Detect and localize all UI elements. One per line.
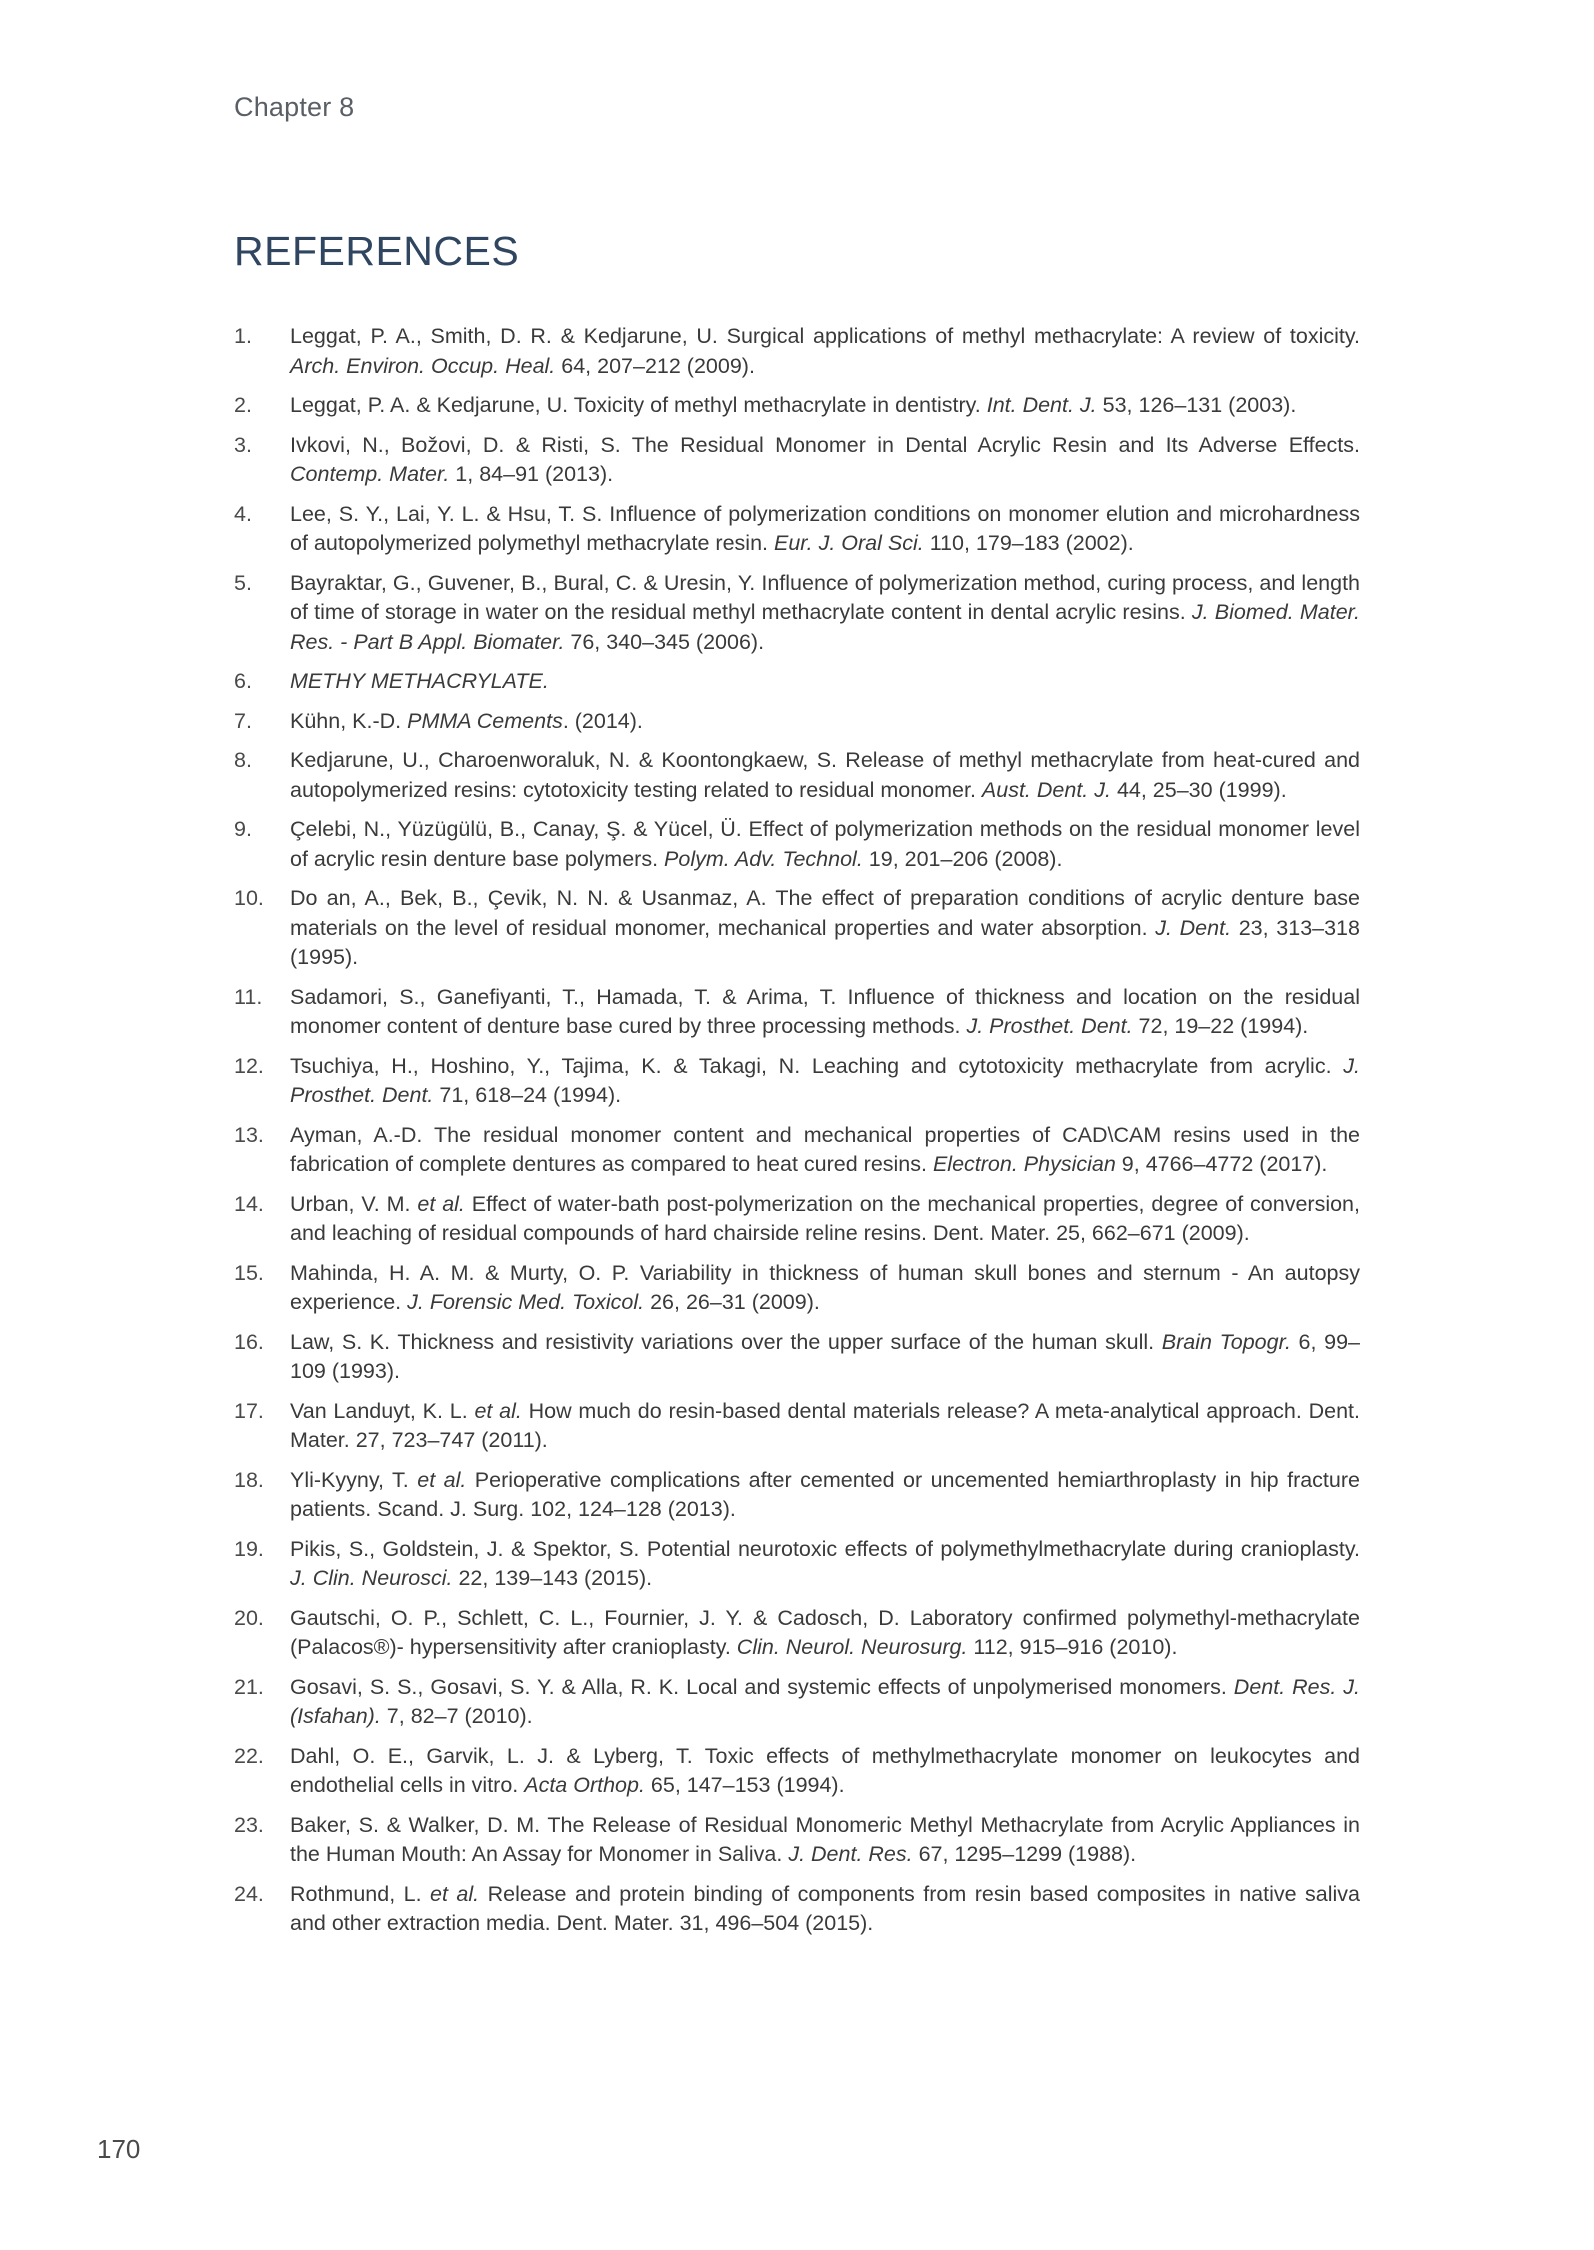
reference-item bbox=[234, 1604, 1360, 1663]
reference-item bbox=[234, 1742, 1360, 1801]
reference-text bbox=[290, 1397, 1360, 1456]
reference-details: 71, 618–24 (1994). bbox=[433, 1083, 622, 1107]
reference-journal: J. Prosthet. Dent. bbox=[966, 1014, 1133, 1038]
reference-authors-title: Law, S. K. Thickness and resistivity variations over the upper surface of the human skull. bbox=[290, 1329, 1162, 1354]
reference-item bbox=[234, 1466, 1360, 1525]
reference-authors-title: Ayman, A.-D. The residual monomer content and mechanical properties of CAD\CAM resins used in the fabrication of complete dentures as compared to heat cured resins. bbox=[290, 1122, 1360, 1176]
reference-journal: Dent. Res. J. (Isfahan). bbox=[290, 1674, 1361, 1728]
reference-number: 14. bbox=[234, 1191, 264, 1216]
reference-details: 22, 139–143 (2015). bbox=[452, 1566, 653, 1590]
reference-journal: et al. bbox=[417, 1467, 467, 1492]
reference-text bbox=[290, 983, 1360, 1042]
reference-details: 9, 4766–4772 (2017). bbox=[1115, 1152, 1328, 1176]
reference-details: 7, 82–7 (2010). bbox=[380, 1704, 533, 1728]
reference-authors-title: Dahl, O. E., Garvik, L. J. & Lyberg, T. Toxic effects of methylmethacrylate monomer on leukocytes and endothelial cells in vitro. bbox=[290, 1743, 1360, 1797]
reference-journal: J. Forensic Med. Toxicol. bbox=[407, 1290, 645, 1314]
reference-authors-title: Leggat, P. A., Smith, D. R. & Kedjarune, U. Surgical applications of methyl methacrylate: A review of toxicity. bbox=[290, 324, 1360, 348]
reference-details: 65, 147–153 (1994). bbox=[644, 1773, 845, 1797]
reference-number: 13. bbox=[234, 1122, 264, 1147]
reference-item bbox=[234, 884, 1360, 973]
reference-item bbox=[234, 983, 1360, 1042]
reference-item bbox=[234, 1190, 1360, 1249]
reference-text bbox=[290, 569, 1360, 658]
reference-number: 12. bbox=[234, 1053, 264, 1078]
reference-number: 1. bbox=[234, 324, 252, 348]
reference-number: 6. bbox=[234, 669, 252, 693]
reference-number: 8. bbox=[234, 748, 252, 772]
reference-details: 72, 19–22 (1994). bbox=[1132, 1014, 1309, 1038]
reference-journal: Polym. Adv. Technol. bbox=[664, 846, 863, 871]
reference-details: 110, 179–183 (2002). bbox=[923, 531, 1134, 555]
reference-text bbox=[290, 1604, 1360, 1663]
reference-text bbox=[290, 1190, 1360, 1249]
reference-journal: et al. bbox=[474, 1398, 522, 1423]
reference-authors-title: Lee, S. Y., Lai, Y. L. & Hsu, T. S. Influence of polymerization conditions on monomer elution and microhardness of autopolymerized polymethyl methacrylate resin. bbox=[290, 501, 1360, 555]
reference-authors-title: Gosavi, S. S., Gosavi, S. Y. & Alla, R. K. Local and systemic effects of unpolymerised monomers. bbox=[290, 1674, 1234, 1699]
reference-journal: et al. bbox=[430, 1881, 480, 1906]
reference-number: 5. bbox=[234, 570, 252, 595]
reference-text bbox=[290, 667, 1360, 697]
reference-text bbox=[290, 1535, 1360, 1594]
reference-authors-title: Rothmund, L. bbox=[290, 1881, 431, 1906]
reference-details: 19, 201–206 (2008). bbox=[862, 846, 1063, 871]
reference-item bbox=[234, 1121, 1360, 1180]
reference-journal: Arch. Environ. Occup. Heal. bbox=[290, 353, 556, 378]
reference-number: 21. bbox=[234, 1674, 264, 1699]
reference-journal: Brain Topogr. bbox=[1161, 1329, 1291, 1354]
reference-details: 67, 1295–1299 (1988). bbox=[912, 1842, 1137, 1866]
reference-text bbox=[290, 500, 1360, 559]
reference-number: 7. bbox=[234, 708, 252, 733]
reference-authors-title: Leggat, P. A. & Kedjarune, U. Toxicity of methyl methacrylate in dentistry. bbox=[290, 393, 987, 417]
reference-item bbox=[234, 1811, 1360, 1870]
reference-journal: J. Clin. Neurosci. bbox=[290, 1566, 453, 1590]
reference-item bbox=[234, 1535, 1360, 1594]
reference-details: 112, 915–916 (2010). bbox=[967, 1635, 1178, 1659]
reference-details: 6, 99–109 (1993). bbox=[290, 1329, 1360, 1383]
reference-text bbox=[290, 322, 1360, 381]
reference-journal: METHY METHACRYLATE. bbox=[290, 669, 549, 693]
reference-item bbox=[234, 1052, 1360, 1111]
reference-number: 15. bbox=[234, 1260, 264, 1285]
reference-number: 22. bbox=[234, 1743, 264, 1768]
reference-text bbox=[290, 884, 1360, 973]
reference-authors-title: Kedjarune, U., Charoenworaluk, N. & Koontongkaew, S. Release of methyl methacrylate from heat-cured and autopolymerized resins: cytotoxicity testing related to residual monomer. bbox=[290, 748, 1360, 802]
reference-journal: Contemp. Mater. bbox=[290, 462, 450, 486]
reference-item bbox=[234, 431, 1360, 490]
reference-authors-title: Yli-Kyyny, T. bbox=[290, 1467, 418, 1492]
reference-number: 23. bbox=[234, 1812, 264, 1837]
reference-details: 1, 84–91 (2013). bbox=[449, 462, 614, 486]
reference-authors-title: Çelebi, N., Yüzügülü, B., Canay, Ş. & Yücel, Ü. Effect of polymerization methods on the residual monomer level of acrylic resin denture base polymers. bbox=[290, 817, 1360, 871]
reference-number: 9. bbox=[234, 817, 252, 841]
page-number: 170 bbox=[97, 2134, 141, 2164]
reference-journal: J. Biomed. Mater. Res. - Part B Appl. Biomater. bbox=[290, 600, 1360, 654]
reference-authors-title: Do an, A., Bek, B., Çevik, N. N. & Usanmaz, A. The effect of preparation conditions of acrylic denture base materials on the level of residual monomer, mechanical properties and water absorption. bbox=[290, 886, 1360, 940]
chapter-header: Chapter 8 bbox=[234, 92, 355, 122]
reference-text bbox=[290, 1673, 1360, 1732]
reference-item bbox=[234, 391, 1360, 421]
section-title: REFERENCES bbox=[234, 228, 520, 274]
reference-details: Perioperative complications after cemented or uncemented hemiarthroplasty in hip fracture patients. Scand. J. Surg. 102, 124–128 (2013). bbox=[290, 1467, 1360, 1521]
reference-journal: Acta Orthop. bbox=[524, 1773, 645, 1797]
reference-journal: PMMA Cements bbox=[407, 708, 563, 733]
reference-text bbox=[290, 746, 1360, 805]
reference-text bbox=[290, 1052, 1360, 1111]
reference-number: 24. bbox=[234, 1881, 264, 1906]
reference-number: 17. bbox=[234, 1398, 264, 1423]
reference-journal: J. Dent. Res. bbox=[788, 1842, 913, 1866]
reference-journal: Clin. Neurol. Neurosurg. bbox=[736, 1635, 968, 1659]
reference-details: 26, 26–31 (2009). bbox=[644, 1290, 820, 1314]
reference-number: 18. bbox=[234, 1467, 264, 1492]
reference-number: 2. bbox=[234, 393, 252, 417]
reference-number: 11. bbox=[234, 984, 263, 1009]
reference-details: 64, 207–212 (2009). bbox=[555, 353, 755, 378]
reference-number: 16. bbox=[234, 1329, 264, 1354]
reference-journal: Eur. J. Oral Sci. bbox=[773, 531, 924, 555]
reference-text bbox=[290, 431, 1360, 490]
reference-authors-title: Tsuchiya, H., Hoshino, Y., Tajima, K. & Takagi, N. Leaching and cytotoxicity methacrylate from acrylic. bbox=[290, 1053, 1344, 1078]
reference-item bbox=[234, 815, 1360, 874]
reference-number: 20. bbox=[234, 1605, 264, 1630]
reference-item bbox=[234, 746, 1360, 805]
reference-details: 23, 313–318 (1995). bbox=[290, 915, 1360, 969]
reference-details: Release and protein binding of components from resin based composites in native saliva and other extraction media. Dent. Mater. 31, 496–504 (2015). bbox=[290, 1881, 1360, 1935]
reference-journal: Aust. Dent. J. bbox=[981, 777, 1111, 802]
reference-text bbox=[290, 1259, 1360, 1318]
reference-journal: J. Dent. bbox=[1155, 915, 1232, 940]
reference-number: 4. bbox=[234, 501, 252, 526]
reference-authors-title: Bayraktar, G., Guvener, B., Bural, C. & Uresin, Y. Influence of polymerization method, curing process, and length of time of storage in water on the residual methyl methacrylate content in dental acrylic resins. bbox=[290, 570, 1360, 624]
reference-authors-title: Gautschi, O. P., Schlett, C. L., Fournier, J. Y. & Cadosch, D. Laboratory confirmed polymethyl-methacrylate (Palacos®)- hypersensitivity after cranioplasty. bbox=[290, 1605, 1360, 1659]
reference-text bbox=[290, 815, 1360, 874]
reference-text bbox=[290, 391, 1360, 421]
reference-details: 76, 340–345 (2006). bbox=[564, 629, 765, 654]
reference-journal: Int. Dent. J. bbox=[986, 393, 1097, 417]
reference-authors-title: Ivkovi, N., Božovi, D. & Risti, S. The Residual Monomer in Dental Acrylic Resin and Its Adverse Effects. bbox=[290, 432, 1360, 457]
reference-number: 19. bbox=[234, 1536, 264, 1561]
reference-journal: J. Prosthet. Dent. bbox=[290, 1053, 1360, 1107]
reference-number: 3. bbox=[234, 432, 252, 457]
reference-authors-title: Urban, V. M. bbox=[290, 1191, 418, 1216]
reference-item bbox=[234, 1259, 1360, 1318]
reference-item bbox=[234, 667, 1360, 697]
reference-details: 44, 25–30 (1999). bbox=[1110, 777, 1287, 802]
reference-text bbox=[290, 1742, 1360, 1801]
reference-list bbox=[234, 322, 1360, 1949]
reference-text bbox=[290, 1121, 1360, 1180]
reference-details: Effect of water-bath post-polymerization on the mechanical properties, degree of conversion, and leaching of residual compounds of hard chairside reline resins. Dent. Mater. 25, 662–671 (2009). bbox=[290, 1191, 1360, 1245]
reference-authors-title: Kühn, K.-D. bbox=[290, 708, 408, 733]
reference-item bbox=[234, 322, 1360, 381]
reference-journal: Electron. Physician bbox=[932, 1152, 1116, 1176]
reference-text bbox=[290, 1466, 1360, 1525]
reference-details: . (2014). bbox=[562, 708, 643, 733]
reference-item bbox=[234, 707, 1360, 737]
reference-journal: et al. bbox=[417, 1191, 465, 1216]
reference-item bbox=[234, 1880, 1360, 1939]
reference-text bbox=[290, 1328, 1360, 1387]
reference-authors-title: Van Landuyt, K. L. bbox=[290, 1398, 475, 1423]
reference-item bbox=[234, 500, 1360, 559]
reference-authors-title: Sadamori, S., Ganefiyanti, T., Hamada, T. & Arima, T. Influence of thickness and location on the residual monomer content of denture base cured by three processing methods. bbox=[290, 984, 1360, 1038]
reference-authors-title: Mahinda, H. A. M. & Murty, O. P. Variability in thickness of human skull bones and sternum - An autopsy experience. bbox=[290, 1260, 1360, 1314]
reference-details: 53, 126–131 (2003). bbox=[1096, 393, 1297, 417]
reference-item bbox=[234, 569, 1360, 658]
reference-item bbox=[234, 1328, 1360, 1387]
reference-item bbox=[234, 1397, 1360, 1456]
reference-text bbox=[290, 1880, 1360, 1939]
reference-details: How much do resin-based dental materials release? A meta-analytical approach. Dent. Mater. 27, 723–747 (2011). bbox=[290, 1398, 1360, 1452]
reference-text bbox=[290, 707, 1360, 737]
reference-authors-title: Pikis, S., Goldstein, J. & Spektor, S. Potential neurotoxic effects of polymethylmethacrylate during cranioplasty. bbox=[290, 1536, 1360, 1561]
reference-number: 10. bbox=[234, 886, 264, 910]
reference-authors-title: Baker, S. & Walker, D. M. The Release of Residual Monomeric Methyl Methacrylate from Acrylic Appliances in the Human Mouth: An Assay for Monomer in Saliva. bbox=[290, 1812, 1360, 1866]
reference-text bbox=[290, 1811, 1360, 1870]
reference-item bbox=[234, 1673, 1360, 1732]
